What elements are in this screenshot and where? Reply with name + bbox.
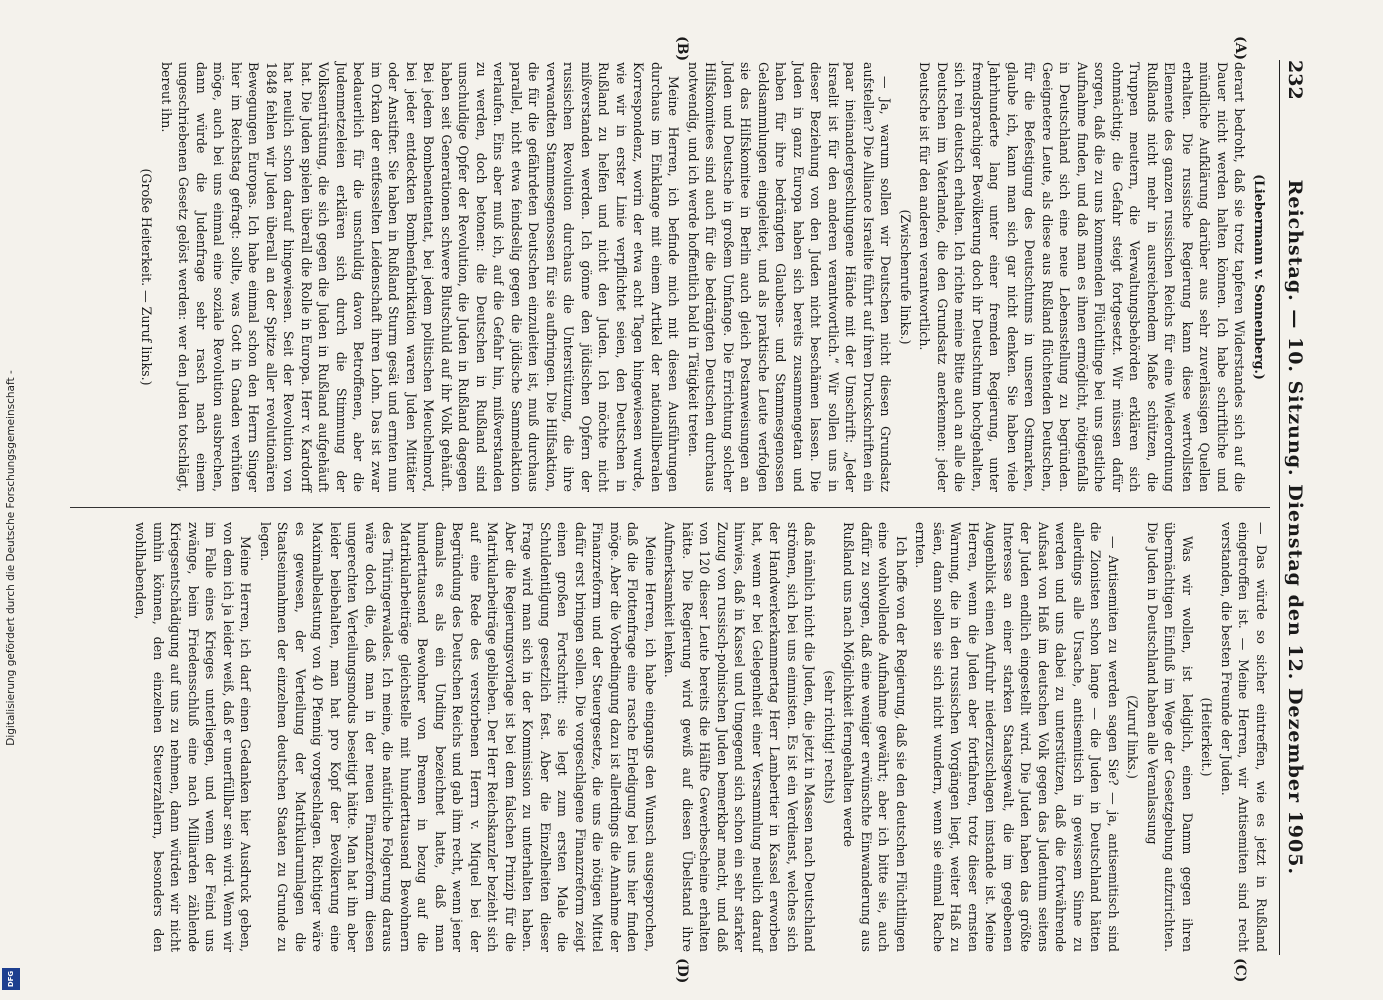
speaker-name: (Liebermann v. Sonnenberg.)	[1252, 174, 1267, 380]
margin-marker-a: (A)	[1232, 36, 1248, 61]
interjection: (Heiterkeit.)	[1199, 697, 1215, 777]
interjection: (sehr richtig! rechts)	[822, 670, 837, 804]
page-number: 232	[1284, 60, 1306, 100]
paragraph: daß nämlich nicht die Juden, die jetzt in Massen nach Deutschland strömen, sich bei uns einnisten. Es ist ein Verdienst, welches sich der Handwerkerkammertag Herr Lambertier in Kassel erworben hat, wenn er bei Gelegenheit einer Versammlung neulich darauf hinwies, daß in Kassel und Umgegend sich schon ein sehr starker Zuzug von russisch-polnischen Juden bemerkbar macht, und daß von 120 dieser Leute bereits die Hälfte Gewerbescheine erhalten hätte. Die Regierung wird gewiß auf diesen Übelstand ihre Aufmerksamkeit lenken.	[662, 522, 818, 952]
column-divider	[70, 507, 1270, 508]
left-column	[136, 62, 1270, 492]
interjection: (Große Heiterkeit. — Zuruf links.)	[139, 168, 155, 386]
digitization-credit	[4, 148, 18, 968]
page-title: Reichstag. — 10. Sitzung. Dienstag den 12. Dezember 1905.	[1284, 179, 1306, 876]
paragraph: Meine Herren, ich darf einen Gedanken hier Ausdruck geben, von dem ich ja leider weiß, daß er unerfüllbar sein wird. Wenn wir im Falle eines Krieges unterliegen, und wenn der Feind uns zwänge, beim Friedensschluß eine nach Milliarden zählende Kriegsentschädigung auf uns zu nehmen, dann würden wir nicht umhin können, den einzelnen Steuerzahlern, besonders den wohlhabenden,	[133, 522, 254, 952]
right-column	[130, 522, 1270, 952]
interjection: (Zwischenrufe links.)	[898, 209, 913, 345]
paragraph: Ich hoffe von der Regierung, daß sie den deutschen Flüchtlingen eine wohlwollende Aufnahme gewährt; aber ich bitte sie, auch dafür zu sorgen, daß eine weniger erwünschte Einwanderung aus Rußland uns nach Möglichkeit ferngehalten werde	[841, 522, 909, 952]
paragraph: Meine Herren, ich habe eingangs den Wunsch ausgesprochen, daß die Flottenfrage eine rasche Erledigung bei uns hier finden möge. Aber die Vorbedingung dazu ist allerdings die Annahme der Finanzreform und der Steuergesetze, die uns die nötigen Mittel dafür erst bringen sollen. Die vorgeschlagene Finanzreform zeigt einen großen Fortschritt: sie legt zum ersten Male die Schuldentilgung gesetzlich fest. Aber die Einzelheiten dieser Frage wird man sich in der Kommission zu unterhalten haben. Aber die Regierungsvorlage ist bei dem falschen Prinzip für die Matrikularbeiträge geblieben. Der Herr Reichskanzler bezieht sich auf eine Rede des verstorbenen Herrn v. Miquel bei der Begründung des Deutschen Reichs und gab ihm recht, wenn jener damals es als ein Unding bezeichnet hatte, daß man hunderttausend Bewohner von Bremen in bezug auf die Matrikularbeiträge gleichstelle mit hunderttausend Bewohnern des Thüringerwaldes. Ich meine, die natürliche Folgerung daraus wäre doch die, daß man in der neuen Finanzreform diesen ungerechten Verteilungsmodus beseitigt hätte. Man hat ihn aber leider beibehalten, man hat pro Kopf der Bevölkerung eine Maximalbelastung von 40 Pfennig vorgeschlagen. Richtiger wäre es gewesen, der Verteilung der Matrikularumlagen die Staatseinnahmen der einzelnen deutschen Staaten zu Grunde zu legen.	[258, 522, 658, 952]
paragraph: — Ja, warum sollen wir Deutschen nicht diesen Grundsatz aufstellen? Die Alliance Israelite führt auf ihren Druckschriften ein paar ineinandergeschlungene Hände mit der Umschrift: „Jeder Israelit ist für den anderen verantwortlich.“ Wir sollen uns in dieser Beziehung von den Juden nicht beschämen lassen. Die Juden in ganz Europa haben sich bereits zusammengetan und haben für ihre bedrängten Glaubens- und Stammesgenossen Geldsammlungen eingeleitet, und als praktische Leute verfolgen sie das Hilfskomitee in Berlin auch gleich Postanweisungen an Juden und Deutsche in großem Umfange. Die Errichtung solcher Hilfskomitees sind auch für die bedrängten Deutschen durchaus notwendig, und ich werde hoffentlich bald in Tätigkeit treten.	[686, 62, 894, 492]
margin-marker-b: (B)	[674, 36, 690, 62]
page-header	[1279, 60, 1310, 955]
logo-text: DFG	[7, 970, 15, 988]
paragraph: — Das würde so sicher eintreffen, wie es jetzt in Rußland eingetroffen ist. — Meine Herren, wir Antisemiten sind recht verstanden, die besten Freunde der Juden.	[1219, 522, 1269, 952]
paragraph: Was wir wollen, ist lediglich, einen Damm gegen ihren übermächtigen Einfluß im Wege der Gesetzgebung aufzurichten. Die Juden in Deutschland haben alle Veranlassung	[1145, 522, 1195, 952]
credit-text: Digitalisierung gefördert durch die Deutsche Forschungsgemeinschaft -	[5, 370, 17, 746]
margin-marker-d: (D)	[674, 958, 690, 984]
paragraph: derart bedroht, daß sie trotz tapferen Widerstandes sich auf die Dauer nicht werden halten können. Ich habe schriftliche und mündliche Aufklärung darüber aus sehr zuverlässigen Quellen erhalten. Die russische Regierung kann diese wertvollsten Elemente des ganzen russischen Reichs für eine Wiederordnung Rußlands nicht mehr in ausreichendem Maße schützen, die Truppen meutern, die Verwaltungsbehörden erklären sich ohnmächtig; die Gefahr steigt fortgesetzt. Wir müssen dafür sorgen, daß die zu uns kommenden Flüchtlinge bei uns gastliche Aufnahme finden, und daß man es ihnen ermöglicht, nötigenfalls in Deutschland sich eine neue Lebensstellung zu begründen. Geeignetere Leute, als diese aus Rußland flüchtenden Deutschen, für die Befestigung des Deutschtums in unseren Ostmarken, glaube ich, kann man sich gar nicht denken. Sie haben viele Jahrhunderte lang unter einer fremden Regierung, unter fremdsprachiger Bevölkerung doch ihr Deutschtum hochgehalten, sich rein deutsch erhalten. Ich richte meine Bitte auch an alle die Deutschen im Vaterlande, die den Grundsatz anerkennen: jeder Deutsche ist für den anderen verantwortlich.	[917, 62, 1248, 492]
margin-marker-c: (C)	[1232, 958, 1248, 983]
dfg-logo	[2, 968, 20, 990]
interjection: (Zuruf links.)	[1125, 695, 1141, 779]
paragraph: Meine Herren, ich befinde mich mit diesen Ausführungen durchaus im Einklange mit einem Artikel der nationalliberalen Korrespondenz, worin der etwa acht Tagen hingewiesen wurde, wie wir in erster Linie verpflichtet seien, den Deutschen in Rußland zu helfen und nicht den Juden. Ich möchte nicht mißverstanden werden. Ich gönne den jüdischen Opfern der russischen Revolution durchaus die Unterstützung, die ihre verwandten Stammesgenossen für sie aufbringen. Die Hilfsaktion, die für die gefährdeten Deutschen einzuleiten ist, muß durchaus parallel, nicht etwa feindselig gegen die jüdische Sammelaktion verlaufen. Eins aber muß ich, auf die Gefahr hin, mißverstanden zu werden, doch betonen: die Deutschen in Rußland sind unschuldige Opfer der Revolution, die Juden in Rußland dagegen haben seit Generationen schwere Blutschuld auf ihr Volk gehäuft. Bei jedem Bombenattentat, bei jedem politischen Meuchelmord, bei jeder entdeckten Bombenfabrikation waren Juden Mittäter oder Anstifter. Sie haben in Rußland Sturm gesät und ernten nun im Orkan der entfesselten Leidenschaft ihren Lohn. Das ist zwar bedauerlich für die unschuldig davon Betroffenen, aber die Judenmetzeleien erklären sich durch die Stimmung der Volksentrüstung, die sich gegen die Juden in Rußland aufgehäuft hat. Die Juden spielen überall die Rolle in Europa. Herr v. Kardorff hat neulich schon darauf hingewiesen. Seit der Revolution von 1848 fehlen wir Juden überall an der Spitze aller revolutionären Bewegungen Europas. Ich habe einmal schon den Herrn Singer hier im Reichstag gefragt: sollte, was Gott in Gnaden verhüten möge, auch bei uns einmal eine soziale Revolution ausbrechen, dann würde die Judenfrage sehr rasch nach einem ungeschriebenen Gesetz gelöst werden: wer den Juden totschlägt, bereut ihn.	[159, 62, 682, 492]
paragraph: — Antisemiten zu werden sagen Sie? — ja, antisemitisch sind die Zionisten schon lange — die Juden in Deutschland hätten allerdings alle Ursache, antisemitisch in gewissem Sinne zu werden und uns dabei zu unterstützen, daß die fortwährende Aufsaat von Haß im deutschen Volk gegen das Judentum seitens der Juden endlich eingestellt wird. Die Juden haben das größte Interesse an einer starken Staatsgewalt, die im gegebenen Augenblick einen Aufruhr niederzuschlagen imstande ist. Meine Herren, wenn die Juden aber fortfahren, trotz dieser ernsten Warnung, die in den russischen Vorgängen liegt, weiter Haß zu säen, dann sollen sie sich nicht wundern, wenn sie einmal Rache ernten.	[913, 522, 1121, 952]
